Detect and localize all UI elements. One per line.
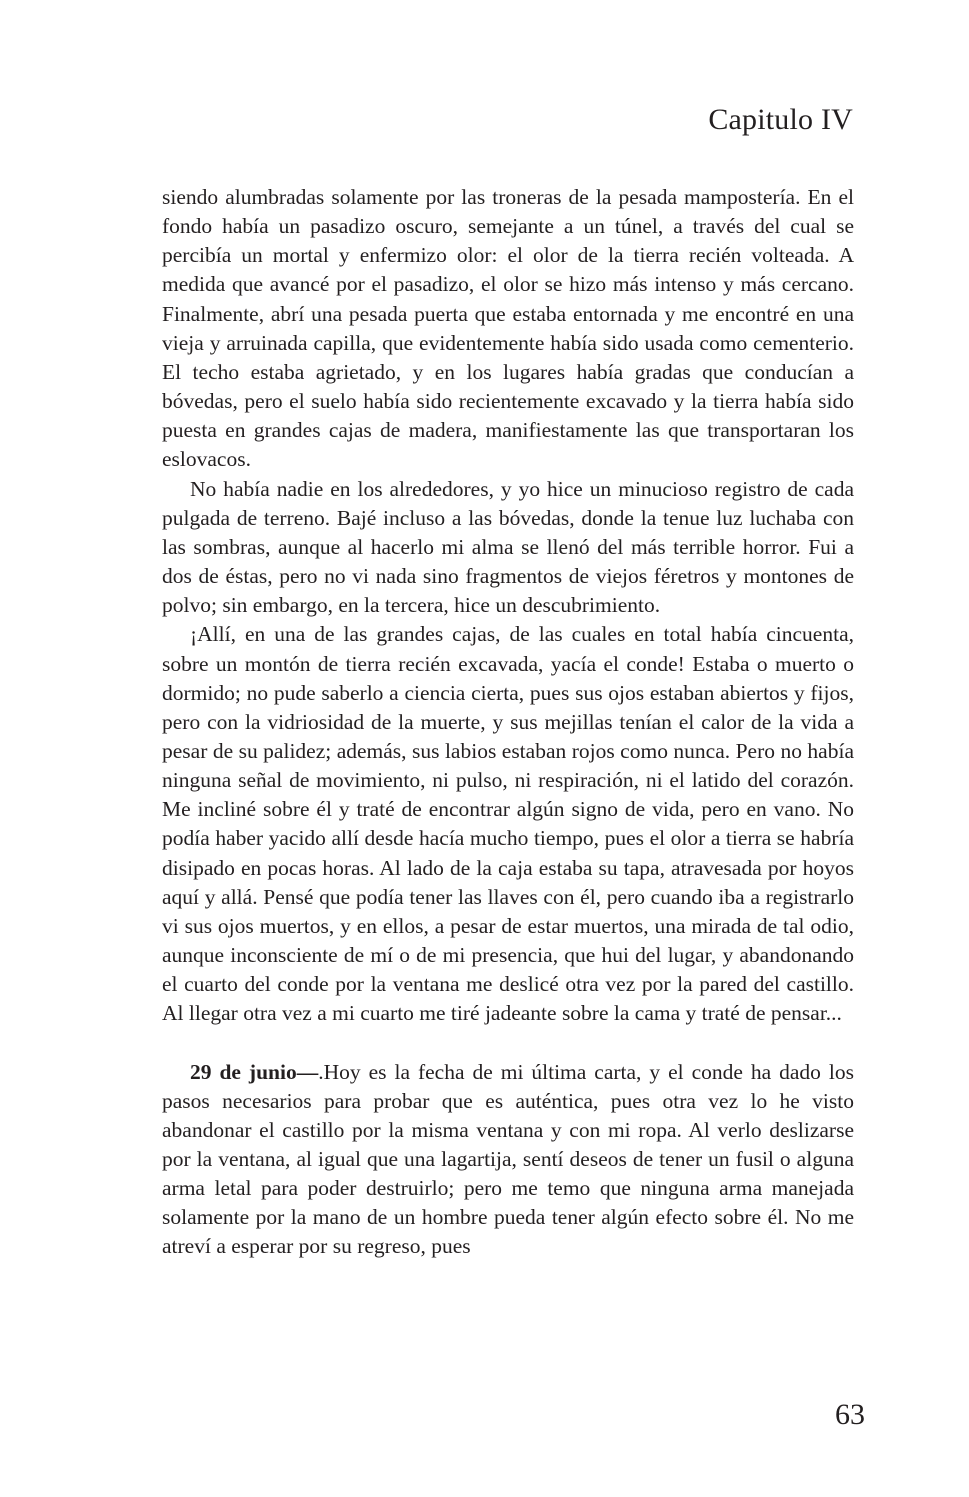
- paragraph-2: No había nadie en los alrededores, y yo hice un minucioso registro de cada pulgada de terreno. Bajé incluso a las bóvedas, donde la tenue luz luchaba con las sombras, aunque al hacerlo mi alma se llenó del más terrible horror. Fui a dos de éstas, pero no vi nada sino fragmentos de viejos féretros y montones de polvo; sin embargo, en la tercera, hice un descubrimiento.: [162, 476, 854, 618]
- paragraph-4-text: .Hoy es la fecha de mi última carta, y el conde ha dado los pasos necesarios para probar que es auténtica, pues otra vez lo he visto abandonar el castillo por la misma ventana y con mi ropa. Al verlo deslizarse por la ventana, al igual que una lagartija, sentí deseos de tener un fusil o alguna arma letal para poder destruirlo; pero me temo que ninguna arma manejada solamente por la mano de un hombre pueda tener algún efecto sobre él. No me atreví a esperar por su regreso, pues: [162, 1059, 854, 1259]
- chapter-title: Capitulo IV: [708, 103, 853, 136]
- page-body: [162, 183, 854, 1262]
- paragraph-4: [162, 1058, 854, 1262]
- page-number: 63: [835, 1398, 865, 1431]
- diary-date: 29 de junio—: [190, 1059, 319, 1084]
- paragraph-1: siendo alumbradas solamente por las troneras de la pesada mampostería. En el fondo había un pasadizo oscuro, semejante a un túnel, a través del cual se percibía un mortal y enfermizo olor: el olor de la tierra recién volteada. A medida que avancé por el pasadizo, el olor se hizo más intenso y más cercano. Finalmente, abrí una pesada puerta que estaba entornada y me encontré en una vieja y arruinada capilla, que evidentemente había sido usada como cementerio. El techo estaba agrietado, y en los lugares había gradas que conducían a bóvedas, pero el suelo había sido recientemente excavado y la tierra había sido puesta en grandes cajas de madera, manifiestamente las que transportaran los eslovacos.: [162, 185, 854, 472]
- paragraph-3: ¡Allí, en una de las grandes cajas, de las cuales en total había cincuenta, sobre un montón de tierra recién excavada, yacía el conde! Estaba o muerto o dormido; no pude saberlo a ciencia cierta, pues sus ojos estaban abiertos y fijos, pero con la vidriosidad de la muerte, y sus mejillas tenían el calor de la vida a pesar de su palidez; además, sus labios estaban rojos como nunca. Pero no había ninguna señal de movimiento, ni pulso, ni respiración, ni el latido del corazón. Me incliné sobre él y traté de encontrar algún signo de vida, pero en vano. No podía haber yacido allí desde hacía mucho tiempo, pues el olor a tierra se habría disipado en pocas horas. Al lado de la caja estaba su tapa, atravesada por hoyos aquí y allá. Pensé que podía tener las llaves con él, pero cuando iba a registrarlo vi sus ojos muertos, y en ellos, a pesar de estar muertos, una mirada de tal odio, aunque inconsciente de mí o de mi presencia, que hui del lugar, y abandonando el cuarto del conde por la ventana me deslicé otra vez por la pared del castillo. Al llegar otra vez a mi cuarto me tiré jadeante sobre la cama y traté de pensar...: [162, 622, 854, 1026]
